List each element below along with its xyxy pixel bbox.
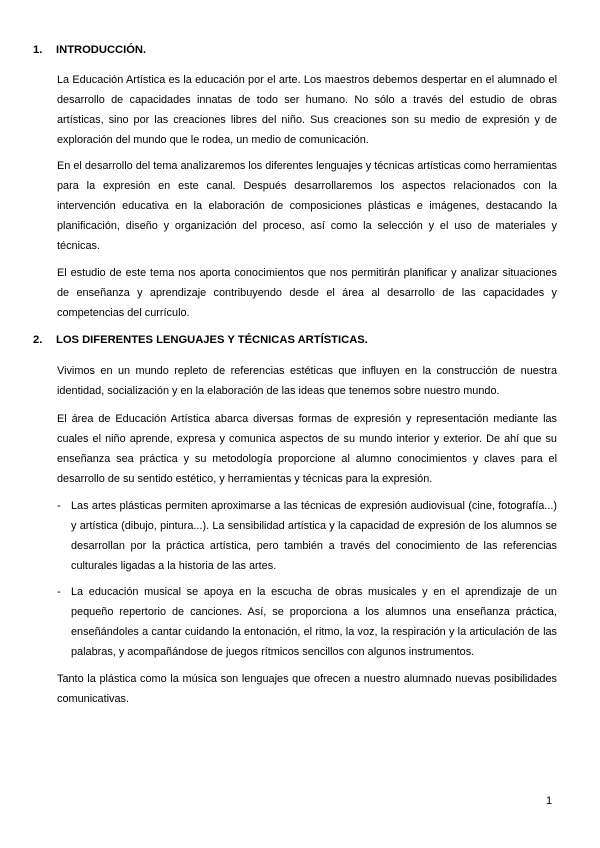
- section-1-paragraph-3: El estudio de este tema nos aporta conocimientos que nos permitirán planificar y analizar situaciones de enseñanza y aprendizaje contribuyendo desde el área al desarrollo de las capacidades y competencias del currículo.: [57, 267, 557, 319]
- section-1-paragraph-2: En el desarrollo del tema analizaremos los diferentes lenguajes y técnicas artísticas como herramientas para la expresión en este canal. Después desarrollaremos los aspectos relacionados con la intervención educativa en la elaboración de composiciones plásticas e imágenes, destacando la planificación, diseño y organización del proceso, así como la selección y el uso de materiales y técnicas.: [57, 160, 558, 252]
- section-2-number: 2.: [33, 334, 43, 346]
- section-2-closing: Tanto la plástica como la música son lenguajes que ofrecen a nuestro alumnado nuevas posibilidades comunicativas.: [57, 673, 557, 705]
- section-2-paragraph-2: El área de Educación Artística abarca diversas formas de expresión y representación mediante las cuales el niño aprende, expresa y comunica aspectos de su mundo interior y exterior. De ahí que su enseñanza sea práctica y su metodología proporcione al alumno conocimientos y claves para el desarrollo de su sentido estético, y herramientas y técnicas para la expresión.: [57, 413, 557, 485]
- page-number: 1: [546, 795, 553, 807]
- section-1-number: 1.: [33, 44, 43, 56]
- bullet-item-1: [57, 496, 557, 576]
- section-1-heading: [33, 43, 146, 57]
- bullet-text-2: La educación musical se apoya en la escucha de obras musicales y en el aprendizaje de un pequeño repertorio de canciones. Así, se proporciona a los alumnos una enseñanza práctica, enseñándoles a cantar cuidando la entonación, el ritmo, la voz, la respiración y la articulación de las palabras, y acompañándose de juegos rítmicos sencillos con algunos instrumentos.: [71, 586, 557, 658]
- section-2-heading: [33, 333, 368, 347]
- section-1-title: INTRODUCCIÓN.: [56, 44, 147, 56]
- section-1-paragraph-1: La Educación Artística es la educación por el arte. Los maestros debemos despertar en el alumnado el desarrollo de capacidades innatas de todo ser humano. No sólo a través del estudio de obras artísticas, sino por las creaciones libres del niño. Sus creaciones son su medio de expresión y de exploración del mundo que le rodea, un medio de comunicación.: [57, 74, 557, 146]
- section-2-title: LOS DIFERENTES LENGUAJES Y TÉCNICAS ARTÍSTICAS.: [56, 334, 368, 346]
- bullet-item-2: [57, 582, 557, 662]
- bullet-marker: -: [57, 500, 61, 512]
- section-2-paragraph-1: Vivimos en un mundo repleto de referencias estéticas que influyen en la construcción de nuestra identidad, socialización y en la elaboración de las ideas que tenemos sobre nuestro mundo.: [57, 365, 557, 397]
- bullet-text-1: Las artes plásticas permiten aproximarse a las técnicas de expresión audiovisual (cine, fotografía...) y artística (dibujo, pintura...). La sensibilidad artística y la capacidad de expresión de los alumnos se desarrollan por la práctica artística, pero también a través del conocimiento de las referencias culturales ligadas a la historia de las artes.: [71, 500, 557, 572]
- bullet-marker: -: [57, 586, 61, 598]
